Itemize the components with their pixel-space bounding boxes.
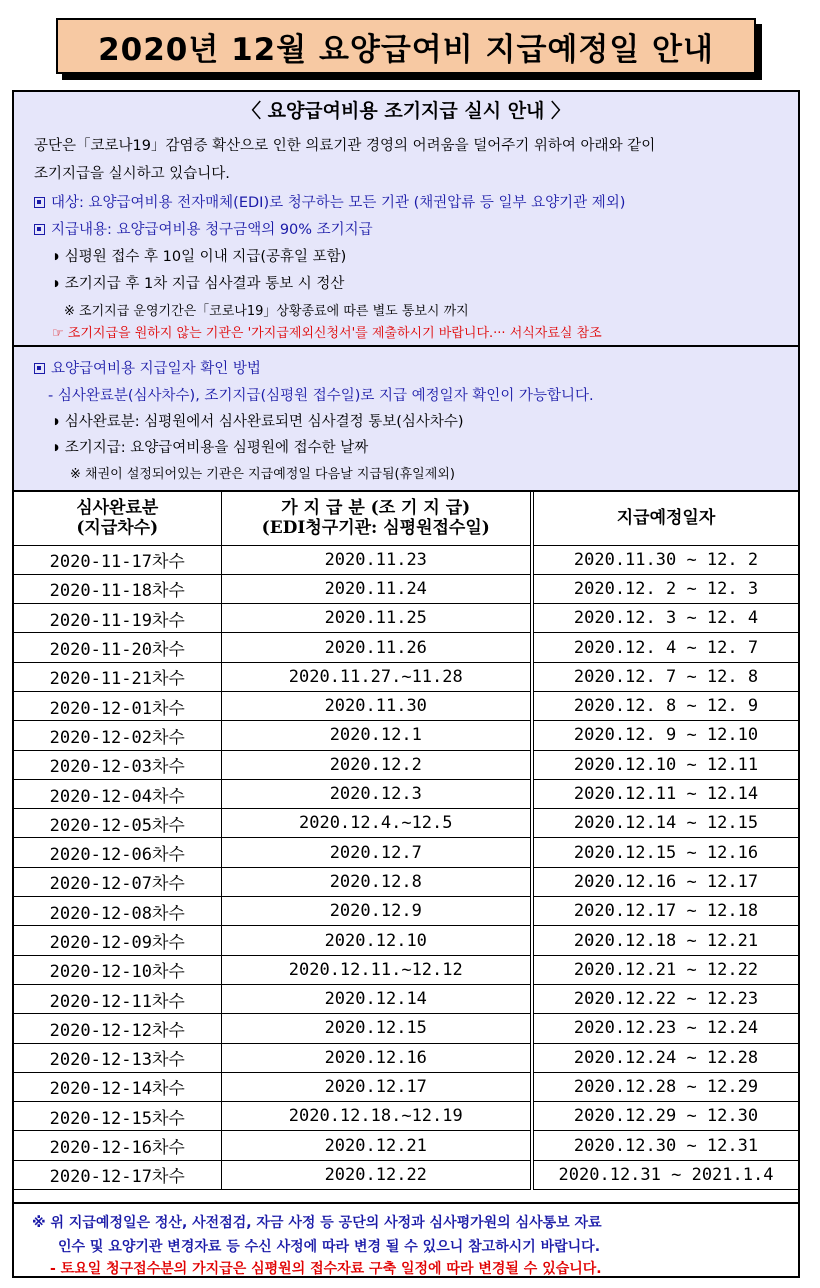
cell-review-round: 2020-11-21차수 bbox=[14, 662, 221, 691]
method-heading-text: 요양급여비용 지급일자 확인 방법 bbox=[51, 361, 261, 377]
table-row bbox=[14, 867, 798, 896]
cell-payment-date: 2020.12.29 ~ 12.30 bbox=[532, 1102, 798, 1131]
cell-payment-date: 2020.12.31 ~ 2021.1.4 bbox=[532, 1160, 798, 1189]
notice-warning: ☞ 조기지급을 원하지 않는 기관은 '가지급제외신청서'를 제출하시기 바랍니다.··· 서식자료실 참조 bbox=[52, 326, 602, 341]
notice-bullet-1 bbox=[54, 245, 346, 266]
cell-provisional-date: 2020.12.14 bbox=[221, 984, 532, 1013]
notice-bullet-2 bbox=[54, 272, 344, 293]
footer-line-2: 인수 및 요양기관 변경자료 등 수신 사정에 따라 변경 될 수 있으니 참고하시기 바랍니다. bbox=[58, 1239, 601, 1255]
cell-review-round: 2020-12-07차수 bbox=[14, 867, 221, 896]
cell-review-round: 2020-12-02차수 bbox=[14, 721, 221, 750]
table-body bbox=[14, 545, 798, 1190]
table-row bbox=[14, 1014, 798, 1043]
notice-paragraph-2: 조기지급을 실시하고 있습니다. bbox=[34, 166, 230, 182]
cell-provisional-date: 2020.11.24 bbox=[221, 574, 532, 603]
method-bullet-1-text: 심사완료분: 심평원에서 심사완료되면 심사결정 통보(심사차수) bbox=[64, 414, 464, 430]
table-row bbox=[14, 691, 798, 720]
method-bullet-1 bbox=[54, 410, 464, 431]
cell-payment-date: 2020.12.16 ~ 12.17 bbox=[532, 867, 798, 896]
bullet-icon: ◗ bbox=[54, 417, 59, 427]
table-row bbox=[14, 545, 798, 574]
notice-content-text: 지급내용: 요양급여비용 청구금액의 90% 조기지급 bbox=[51, 222, 373, 238]
cell-provisional-date: 2020.12.10 bbox=[221, 926, 532, 955]
payment-date-method bbox=[14, 347, 798, 492]
bullet-icon: ◗ bbox=[54, 252, 59, 262]
cell-review-round: 2020-12-15차수 bbox=[14, 1102, 221, 1131]
cell-provisional-date: 2020.12.8 bbox=[221, 867, 532, 896]
square-bullet-icon bbox=[34, 197, 45, 208]
footer-notice bbox=[14, 1202, 798, 1276]
notice-content bbox=[34, 218, 373, 239]
header-review-round-line1: 심사완료분 bbox=[76, 498, 159, 519]
cell-review-round: 2020-12-06차수 bbox=[14, 838, 221, 867]
cell-review-round: 2020-12-16차수 bbox=[14, 1131, 221, 1160]
method-line-1: - 심사완료분(심사차수), 조기지급(심평원 접수일)로 지급 예정일자 확인이 가능합니다. bbox=[48, 388, 594, 404]
cell-payment-date: 2020.12. 7 ~ 12. 8 bbox=[532, 662, 798, 691]
cell-provisional-date: 2020.12.17 bbox=[221, 1072, 532, 1101]
cell-payment-date: 2020.12.18 ~ 12.21 bbox=[532, 926, 798, 955]
cell-payment-date: 2020.12. 3 ~ 12. 4 bbox=[532, 604, 798, 633]
table-row bbox=[14, 809, 798, 838]
cell-provisional-date: 2020.12.11.~12.12 bbox=[221, 955, 532, 984]
header-review-round-line2: (지급차수) bbox=[76, 518, 159, 539]
cell-provisional-date: 2020.12.3 bbox=[221, 779, 532, 808]
cell-payment-date: 2020.12.30 ~ 12.31 bbox=[532, 1131, 798, 1160]
table-row bbox=[14, 779, 798, 808]
table-row bbox=[14, 721, 798, 750]
bullet-icon: ◗ bbox=[54, 279, 59, 289]
cell-payment-date: 2020.12. 2 ~ 12. 3 bbox=[532, 574, 798, 603]
cell-provisional-date: 2020.12.21 bbox=[221, 1131, 532, 1160]
cell-provisional-date: 2020.12.16 bbox=[221, 1043, 532, 1072]
cell-review-round: 2020-12-17차수 bbox=[14, 1160, 221, 1189]
table-row bbox=[14, 1102, 798, 1131]
table-header-row bbox=[14, 492, 798, 545]
cell-payment-date: 2020.12.14 ~ 12.15 bbox=[532, 809, 798, 838]
main-frame bbox=[12, 90, 800, 1278]
title-banner bbox=[56, 18, 760, 78]
method-note: ※ 채권이 설정되어있는 기관은 지급예정일 다음날 지급됨(휴일제외) bbox=[70, 467, 455, 482]
table-row bbox=[14, 897, 798, 926]
footer-line-3: - 토요일 청구접수분의 가지급은 심평원의 접수자료 구축 일정에 따라 변경될 수 있습니다. bbox=[50, 1261, 602, 1277]
cell-payment-date: 2020.12. 4 ~ 12. 7 bbox=[532, 633, 798, 662]
cell-payment-date: 2020.12.22 ~ 12.23 bbox=[532, 984, 798, 1013]
table-row bbox=[14, 750, 798, 779]
table-row bbox=[14, 984, 798, 1013]
table-row bbox=[14, 955, 798, 984]
cell-review-round: 2020-12-08차수 bbox=[14, 897, 221, 926]
cell-provisional-date: 2020.11.26 bbox=[221, 633, 532, 662]
notice-paragraph-1: 공단은「코로나19」감염증 확산으로 인한 의료기관 경영의 어려움을 덜어주기 위하여 아래와 같이 bbox=[34, 138, 656, 154]
table-row bbox=[14, 838, 798, 867]
cell-review-round: 2020-12-05차수 bbox=[14, 809, 221, 838]
header-provisional-line1: 가 지 급 분 (조 기 지 급) bbox=[281, 498, 471, 519]
method-bullet-2 bbox=[54, 436, 368, 457]
notice-target-text: 대상: 요양급여비용 전자매체(EDI)로 청구하는 모든 기관 (채권압류 등 일부 요양기관 제외) bbox=[51, 195, 626, 211]
cell-payment-date: 2020.12. 9 ~ 12.10 bbox=[532, 721, 798, 750]
header-review-round bbox=[14, 492, 221, 545]
cell-provisional-date: 2020.12.7 bbox=[221, 838, 532, 867]
cell-review-round: 2020-12-11차수 bbox=[14, 984, 221, 1013]
page-title: 2020년 12월 요양급여비 지급예정일 안내 bbox=[56, 18, 756, 74]
cell-review-round: 2020-12-03차수 bbox=[14, 750, 221, 779]
cell-provisional-date: 2020.12.22 bbox=[221, 1160, 532, 1189]
table-row bbox=[14, 1160, 798, 1189]
cell-payment-date: 2020.11.30 ~ 12. 2 bbox=[532, 545, 798, 574]
cell-provisional-date: 2020.11.27.~11.28 bbox=[221, 662, 532, 691]
table-row bbox=[14, 574, 798, 603]
cell-review-round: 2020-12-12차수 bbox=[14, 1014, 221, 1043]
notice-target bbox=[34, 191, 625, 212]
method-bullet-2-text: 조기지급: 요양급여비용을 심평원에 접수한 날짜 bbox=[64, 440, 369, 456]
table-row bbox=[14, 1043, 798, 1072]
footer-line-1: ※ 위 지급예정일은 정산, 사전점검, 자금 사정 등 공단의 사정과 심사평가원의 심사통보 자료 bbox=[32, 1215, 602, 1231]
cell-provisional-date: 2020.12.1 bbox=[221, 721, 532, 750]
cell-payment-date: 2020.12.23 ~ 12.24 bbox=[532, 1014, 798, 1043]
cell-provisional-date: 2020.12.9 bbox=[221, 897, 532, 926]
cell-review-round: 2020-11-18차수 bbox=[14, 574, 221, 603]
header-provisional bbox=[221, 492, 532, 545]
cell-review-round: 2020-12-14차수 bbox=[14, 1072, 221, 1101]
cell-provisional-date: 2020.11.30 bbox=[221, 691, 532, 720]
notice-bullet-1-text: 심평원 접수 후 10일 이내 지급(공휴일 포함) bbox=[64, 249, 347, 265]
square-bullet-icon bbox=[34, 363, 45, 374]
cell-payment-date: 2020.12.10 ~ 12.11 bbox=[532, 750, 798, 779]
cell-review-round: 2020-11-20차수 bbox=[14, 633, 221, 662]
notice-note: ※ 조기지급 운영기간은「코로나19」상황종료에 따른 별도 통보시 까지 bbox=[64, 304, 469, 319]
cell-payment-date: 2020.12.24 ~ 12.28 bbox=[532, 1043, 798, 1072]
cell-payment-date: 2020.12.17 ~ 12.18 bbox=[532, 897, 798, 926]
cell-payment-date: 2020.12.11 ~ 12.14 bbox=[532, 779, 798, 808]
cell-review-round: 2020-12-01차수 bbox=[14, 691, 221, 720]
table-row bbox=[14, 926, 798, 955]
notice-bullet-2-text: 조기지급 후 1차 지급 심사결과 통보 시 정산 bbox=[64, 276, 345, 292]
cell-review-round: 2020-11-17차수 bbox=[14, 545, 221, 574]
cell-provisional-date: 2020.12.4.~12.5 bbox=[221, 809, 532, 838]
cell-payment-date: 2020.12.28 ~ 12.29 bbox=[532, 1072, 798, 1101]
bullet-icon: ◗ bbox=[54, 443, 59, 453]
cell-review-round: 2020-11-19차수 bbox=[14, 604, 221, 633]
cell-review-round: 2020-12-13차수 bbox=[14, 1043, 221, 1072]
cell-payment-date: 2020.12.21 ~ 12.22 bbox=[532, 955, 798, 984]
cell-payment-date: 2020.12.15 ~ 12.16 bbox=[532, 838, 798, 867]
table-row bbox=[14, 633, 798, 662]
cell-review-round: 2020-12-10차수 bbox=[14, 955, 221, 984]
header-payment-date: 지급예정일자 bbox=[532, 492, 798, 545]
cell-provisional-date: 2020.12.18.~12.19 bbox=[221, 1102, 532, 1131]
cell-provisional-date: 2020.11.23 bbox=[221, 545, 532, 574]
table-row bbox=[14, 1072, 798, 1101]
cell-provisional-date: 2020.11.25 bbox=[221, 604, 532, 633]
cell-review-round: 2020-12-09차수 bbox=[14, 926, 221, 955]
square-bullet-icon bbox=[34, 224, 45, 235]
cell-review-round: 2020-12-04차수 bbox=[14, 779, 221, 808]
notice-heading: 〈 요양급여비용 조기지급 실시 안내 〉 bbox=[241, 100, 571, 122]
header-provisional-line2: (EDI청구기관: 심평원접수일) bbox=[261, 518, 490, 539]
cell-provisional-date: 2020.12.2 bbox=[221, 750, 532, 779]
cell-provisional-date: 2020.12.15 bbox=[221, 1014, 532, 1043]
table-row bbox=[14, 1131, 798, 1160]
cell-payment-date: 2020.12. 8 ~ 12. 9 bbox=[532, 691, 798, 720]
method-heading bbox=[34, 357, 261, 378]
early-payment-notice bbox=[14, 92, 798, 347]
payment-schedule-table bbox=[14, 492, 798, 1190]
table-row bbox=[14, 662, 798, 691]
table-row bbox=[14, 604, 798, 633]
